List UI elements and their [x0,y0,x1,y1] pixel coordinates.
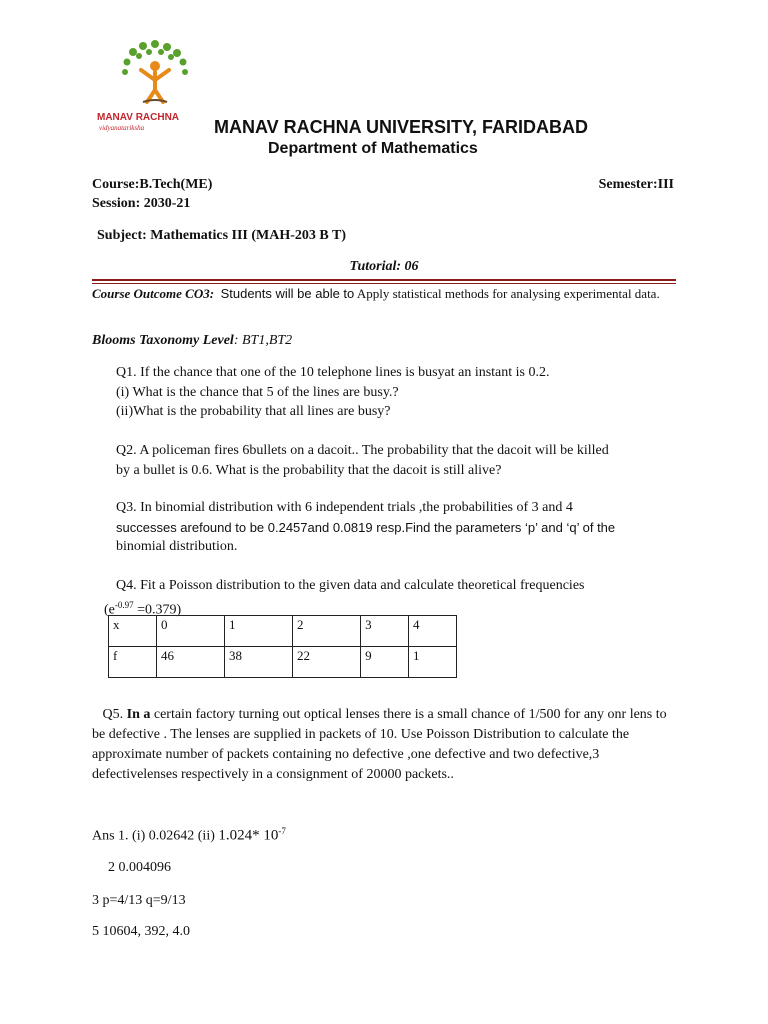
university-title: MANAV RACHNA UNIVERSITY, FARIDABAD [214,117,589,137]
table-row [109,616,457,647]
answer-5: 5 10604, 392, 4.0 [92,924,190,939]
question-1: Q1. If the chance that one of the 10 telephone lines is busyat an instant is 0.2. (i) What is the chance that 5 of the lines are busy.? (ii)What is the probability that all lines are busy? [116,365,550,419]
department-title: Department of Mathematics [268,140,478,157]
university-logo [95,40,215,135]
course-outcome: Course Outcome CO3: Students will be able to Apply statistical methods for analysing experimental data. [92,286,660,301]
table-cell: 22 [293,647,361,678]
table-cell: 3 [361,616,409,647]
answer-2: 2 0.004096 [108,860,171,875]
question-3: Q3. In binomial distribution with 6 independent trials ,the probabilities of 3 and 4 successes arefound to be 0.2457and 0.0819 resp.Find the parameters ‘p’ and ‘q’ of the binomial distribution. [116,500,616,554]
table-cell: 4 [409,616,457,647]
divider-thick [92,279,676,281]
table-cell: 9 [361,647,409,678]
session-label: Session: 2030-21 [92,196,191,211]
table-cell: x [109,616,157,647]
subject-label: Subject: Mathematics III (MAH-203 B T) [97,228,346,243]
table-cell: 2 [293,616,361,647]
table-cell: 46 [156,647,224,678]
answer-3: 3 p=4/13 q=9/13 [92,893,186,908]
question-5: Q5. In a certain factory turning out optical lenses there is a small chance of 1/500 for any onr lens to be defective . The lenses are supplied in packets of 10. Use Poisson Distribution to calculate the approximate number of packets containing no defective ,one defective and two defective,3 defectivelenses respectively in a consignment of 20000 packets.. [92,707,667,782]
table-cell: 1 [224,616,292,647]
logo-tagline: vidyanatariksha [99,124,145,132]
question-4-hint: $(e^{-0.97} =0.379)$ [104,600,182,618]
divider-thin [92,283,676,284]
blooms-label: Blooms Taxonomy Level [92,333,234,348]
course-label: Course:B.Tech(ME) [92,177,213,192]
table-row [109,647,457,678]
answer-1: Ans 1. (i) 0.02642 (ii) 1.024* $10^{-7}$ [92,826,286,844]
table-cell: 0 [156,616,224,647]
tutorial-heading: Tutorial: 06 [349,259,419,274]
logo-text: MANAV RACHNA [97,112,180,123]
semester-label: Semester:III [598,177,674,192]
outcome-text: Apply statistical methods for analysing experimental data. [354,286,660,301]
table-cell: 38 [224,647,292,678]
question-2: Q2. A policeman fires 6bullets on a dacoit.. The probability that the dacoit will be killed by a bullet is 0.6. What is the probability that the dacoit is still alive? [116,443,609,478]
table-cell: 1 [409,647,457,678]
table-cell: f [109,647,157,678]
outcome-label: Course Outcome CO3 [92,286,210,301]
question-4: Q4. Fit a Poisson distribution to the given data and calculate theoretical frequencies [116,578,585,593]
blooms-level [92,333,292,349]
outcome-students: Students will be able to [220,286,355,301]
blooms-value: : BT1,BT2 [233,333,293,348]
frequency-table [108,615,457,678]
